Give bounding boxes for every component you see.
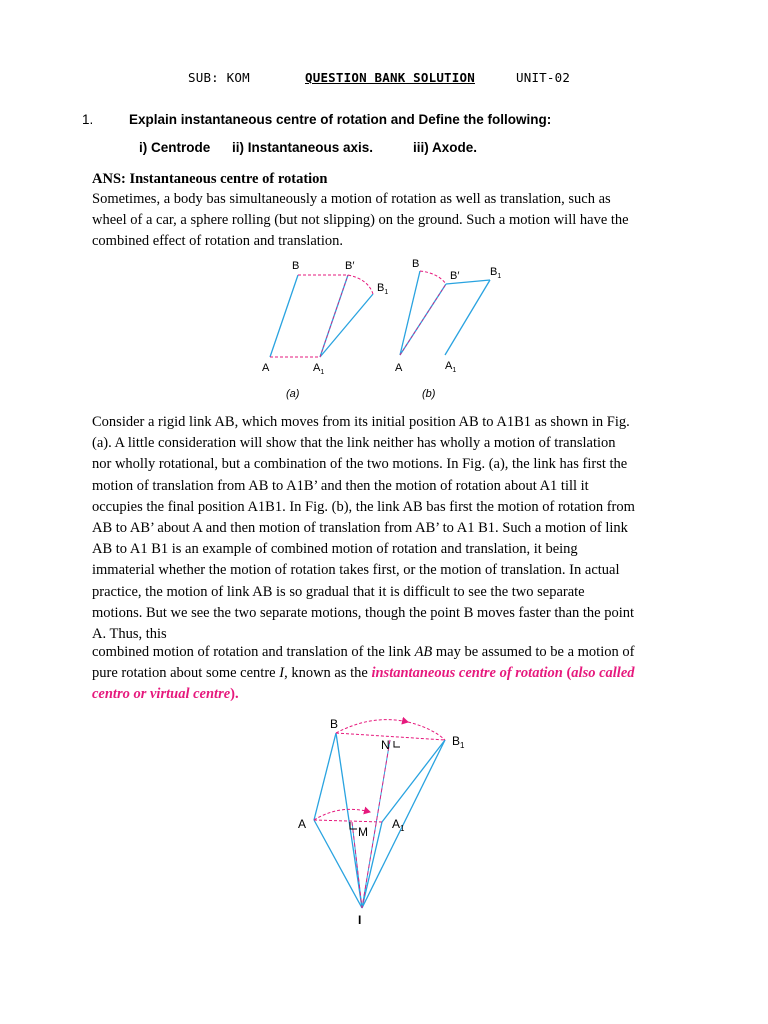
label-b: B bbox=[330, 717, 339, 731]
term-instantaneous-centre: instantaneous centre of rotation bbox=[371, 665, 563, 682]
figure-link-motion-ab bbox=[250, 253, 520, 403]
para2-line: occupies the final position A1B1. In Fig. (b), the link AB bas first the motion of rotation from bbox=[92, 498, 635, 515]
label-b1-b: $B_1$ bbox=[490, 266, 502, 280]
question-number: 1. bbox=[82, 112, 94, 127]
label-bprime-a: B′ bbox=[345, 260, 355, 272]
arc-b-b1 bbox=[336, 720, 408, 733]
link-ab-a bbox=[270, 275, 298, 357]
header-title: QUESTION BANK SOLUTION bbox=[305, 70, 475, 85]
label-i: I bbox=[358, 913, 362, 927]
answer-paragraph-1 bbox=[92, 189, 692, 253]
label-b-a: B bbox=[292, 260, 300, 272]
label-bprime-b: B′ bbox=[450, 270, 460, 282]
para2-line: AB to A1 B1 is an example of combined motion of rotation and translation, it being bbox=[92, 541, 578, 558]
question-part-1: i) Centrode bbox=[139, 140, 211, 155]
para2-line: motion of translation from AB to A1B’ and then the motion of rotation about A1 till it bbox=[92, 477, 589, 494]
para2-line: motions. But we see the two separate motions, though the point B moves faster than the point bbox=[92, 604, 635, 621]
figure-b bbox=[395, 258, 501, 400]
chord-bb1 bbox=[336, 733, 445, 740]
question-parts bbox=[139, 140, 477, 155]
label-n: N bbox=[381, 738, 390, 752]
answer-heading: ANS: Instantaneous centre of rotation bbox=[92, 171, 328, 187]
para2-line: (a). A little consideration will show that the link neither has wholly a motion of translation bbox=[92, 435, 616, 452]
term-centro: centro or virtual centre bbox=[92, 686, 231, 703]
arc-b-a bbox=[348, 275, 373, 294]
label-a-b: A bbox=[395, 362, 403, 374]
right-angle-n bbox=[394, 741, 400, 747]
arc-a-a1 bbox=[314, 809, 370, 820]
label-a1: $A_1$ bbox=[392, 817, 405, 833]
para2-line: AB to AB’ about A and then motion of translation from AB’ to A1 B1. Such a motion of link bbox=[92, 520, 628, 537]
label-a1-a: $A_1$ bbox=[313, 362, 325, 376]
label-b-b: B bbox=[412, 258, 420, 270]
para2-line: practice, the motion of link AB is so gradual that it is difficult to see the two separate bbox=[92, 583, 585, 600]
label-a-a: A bbox=[262, 362, 270, 374]
right-angle-m bbox=[350, 822, 357, 829]
link-a1b1 bbox=[382, 740, 445, 822]
answer-paragraph-2 bbox=[92, 412, 692, 645]
header-subject: SUB: KOM bbox=[188, 70, 250, 85]
link-a1b1-a bbox=[320, 294, 373, 357]
link-ab-b bbox=[400, 271, 420, 355]
para2-line: immaterial whether the motion of rotation takes first, or the motion of translation. In actual bbox=[92, 562, 620, 579]
label-a: A bbox=[298, 817, 307, 831]
label-b1-a: $B_1$ bbox=[377, 282, 389, 296]
question-part-3: iii) Axode. bbox=[413, 140, 478, 155]
para1-line: combined effect of rotation and translation. bbox=[92, 233, 343, 250]
line-i-a bbox=[314, 820, 362, 908]
para1-line: Sometimes, a body bas simultaneously a motion of rotation as well as translation, such as bbox=[92, 191, 611, 207]
label-a1-b: $A_1$ bbox=[445, 360, 457, 374]
arc-b-b1-end bbox=[408, 722, 445, 740]
question-text: Explain instantaneous centre of rotation and Define the following: bbox=[129, 112, 552, 127]
para3-line-2: pure rotation about some centre I, known as the instantaneous centre of rotation (also called bbox=[92, 665, 635, 682]
para3-line-1: combined motion of rotation and translation of the link AB may be assumed to be a motion of bbox=[92, 644, 635, 660]
link-a1b1-b bbox=[445, 280, 490, 355]
caption-a: (a) bbox=[286, 388, 300, 400]
dash-abprime-b bbox=[400, 284, 446, 355]
answer-paragraph-3 bbox=[92, 642, 692, 706]
para1-line: wheel of a car, a sphere rolling (but not slipping) on the ground. Such a motion will have the bbox=[92, 212, 629, 229]
label-b1: $B_1$ bbox=[452, 734, 465, 750]
caption-b: (b) bbox=[422, 388, 436, 400]
header-unit: UNIT-02 bbox=[516, 70, 571, 85]
arc-b-b bbox=[420, 271, 446, 284]
link-ab bbox=[314, 733, 336, 820]
question-part-2: ii) Instantaneous axis. bbox=[232, 140, 374, 155]
chord-aa1 bbox=[314, 820, 382, 822]
para2-line: A. Thus, this bbox=[92, 626, 167, 643]
para2-line: Consider a rigid link AB, which moves from its initial position AB to A1B1 as shown in Fig. bbox=[92, 414, 630, 430]
figure-a bbox=[262, 260, 388, 400]
label-m: M bbox=[358, 825, 368, 839]
figure-instantaneous-centre bbox=[290, 712, 465, 927]
para3-line-3: centro or virtual centre). bbox=[92, 686, 239, 703]
para2-line: nor wholly rotational, but a combination of the two motions. In Fig. (a), the link has first the bbox=[92, 456, 628, 473]
